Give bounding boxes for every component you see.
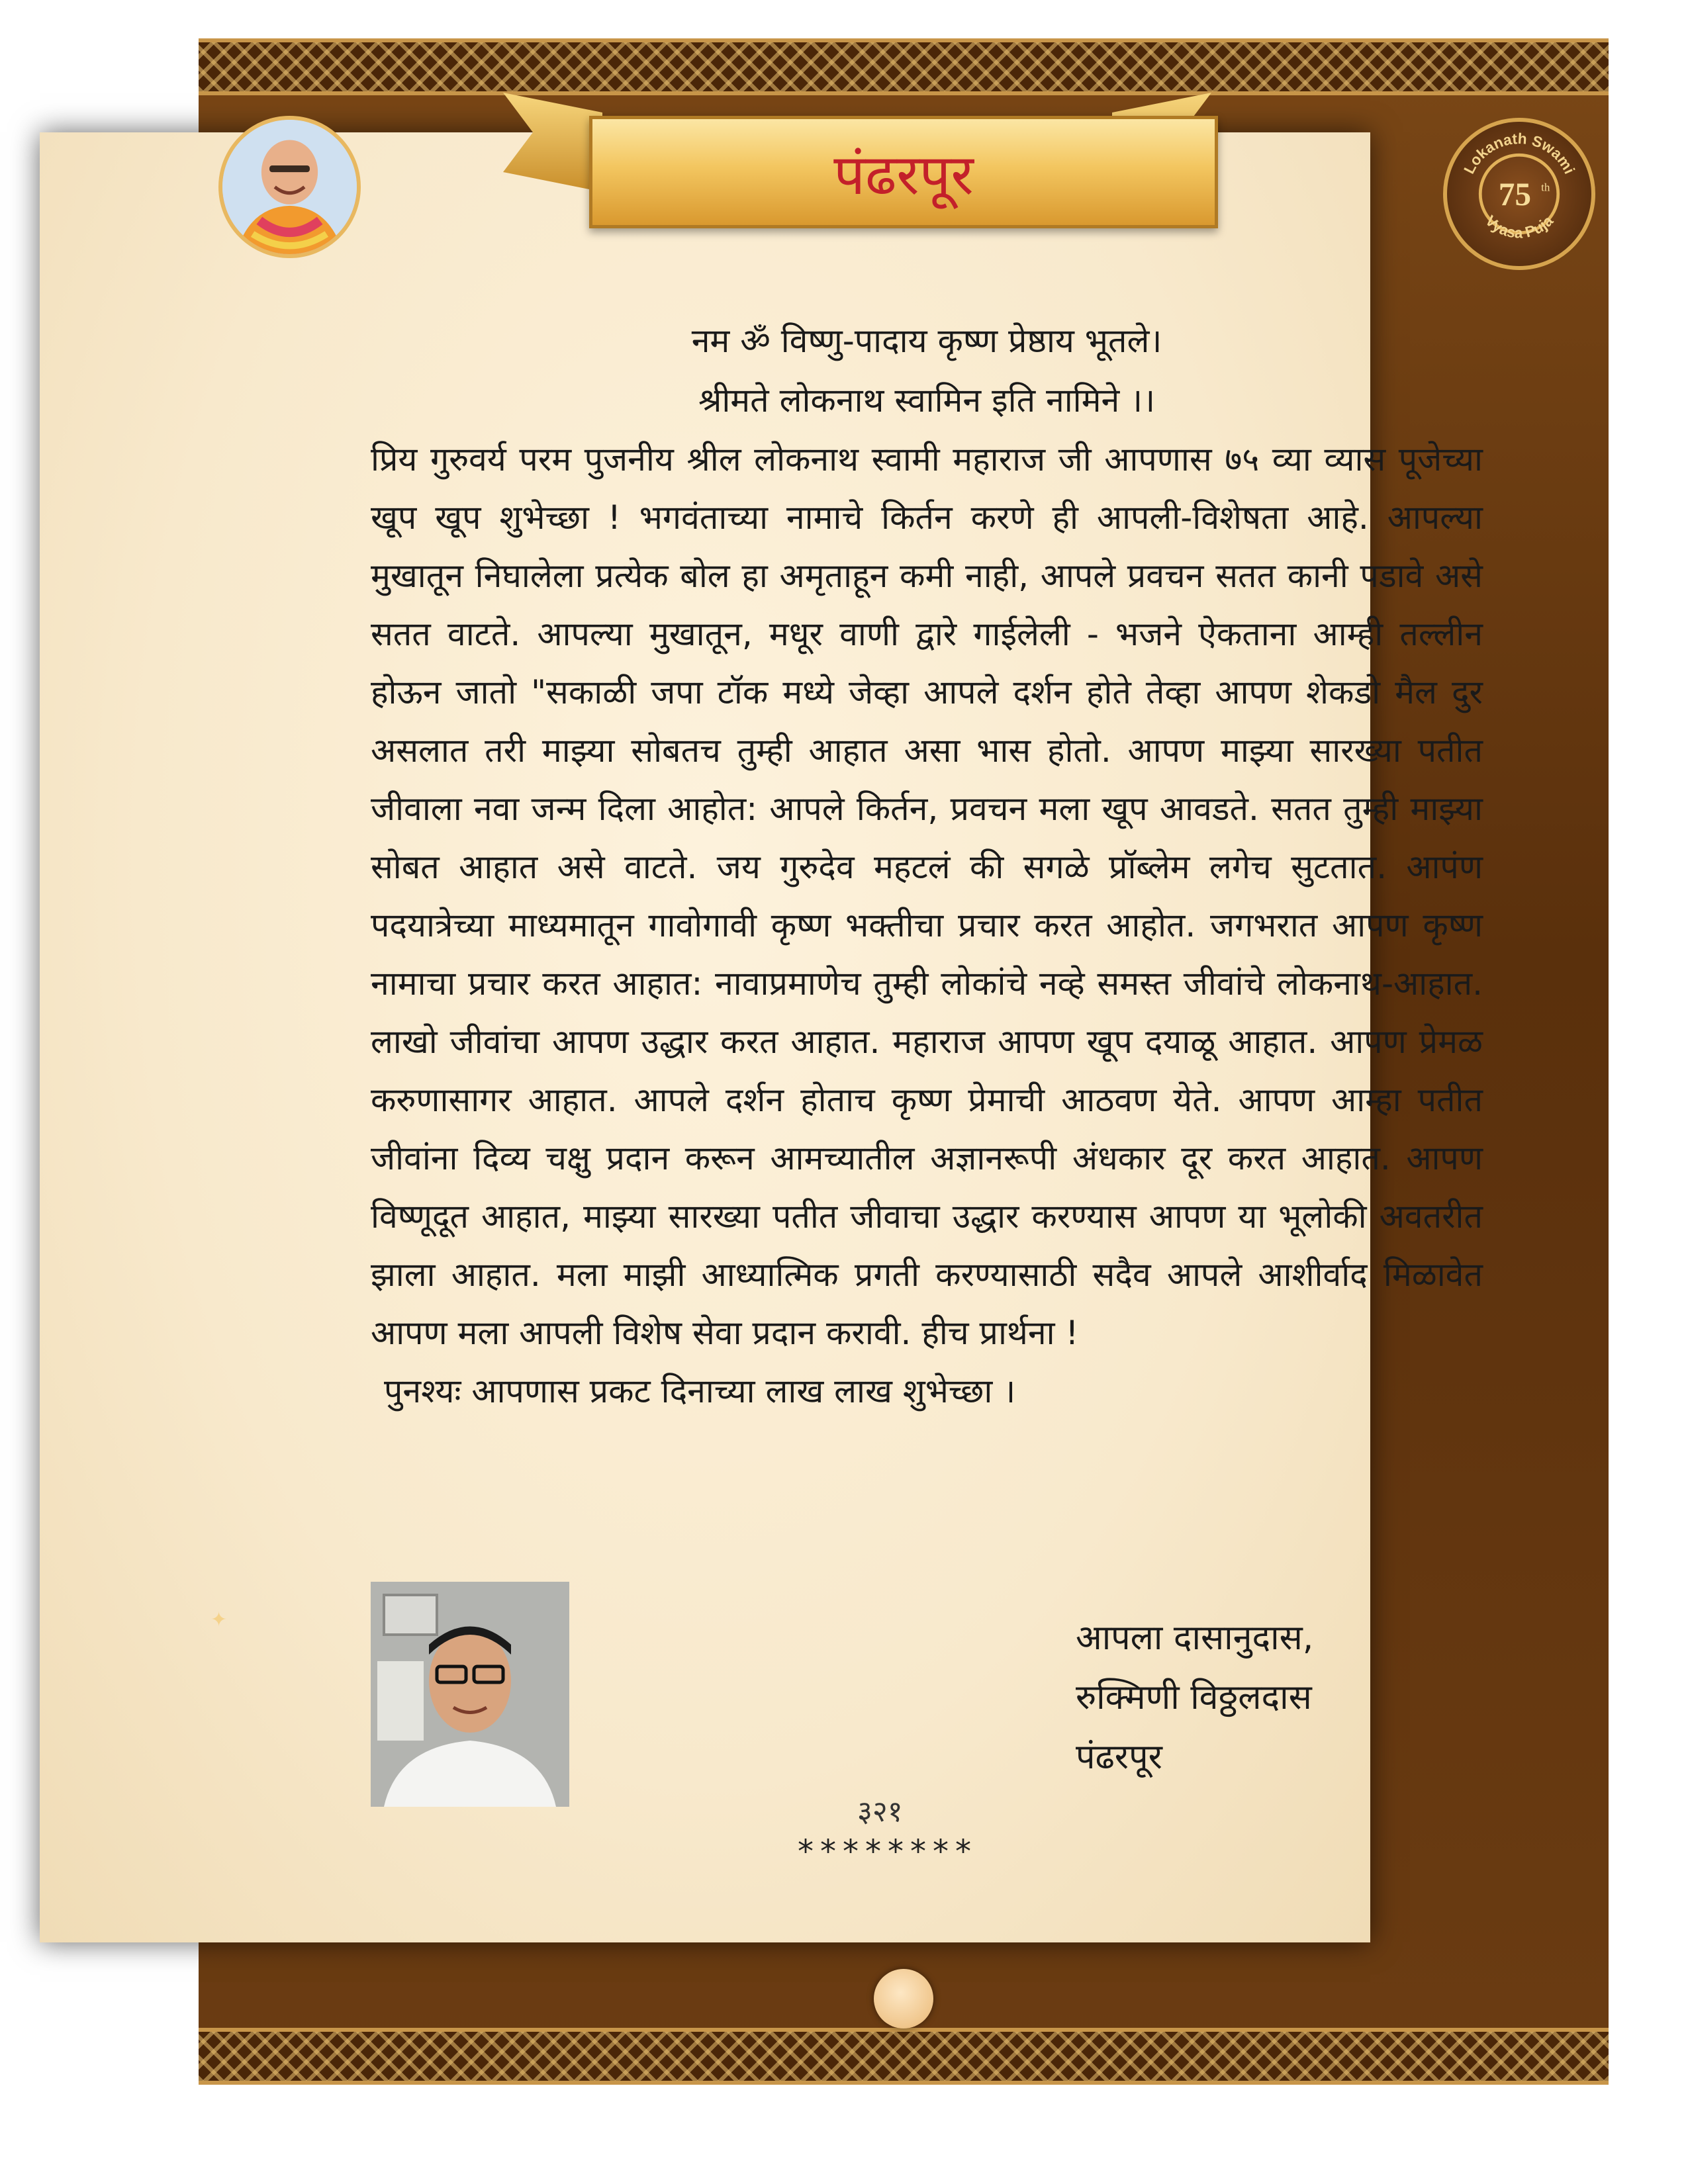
letter-paragraph: प्रिय गुरुवर्य परम पुजनीय श्रील लोकनाथ स्वामी महाराज जी आपणास ७५ व्या व्यास पूजेच्या खूप खूप शुभेच्छा ! भगवंताच्या नामाचे किर्तन करणे ही आपली-विशेषता आहे. आपल्या मुखातून निघालेला प्रत्येक बोल हा अमृताहून कमी नाही, आपले प्रवचन सतत कानी पडावे असे सतत वाटते. आपल्या मुखातून, मधूर वाणी द्वारे गाईलेली - भजने ऐकताना आम्ही तल्लीन होऊन जातो "सकाळी जपा टॉक मध्ये जेव्हा आपले दर्शन होते तेव्हा आपण शेकडो मैल दुर असलात तरी माझ्या सोबतच तुम्ही आहात असा भास होतो. आपण माझ्या सारख्या पतीत जीवाला नवा जन्म दिला आहोत: आपले किर्तन, प्रवचन मला खूप आवडते. सतत तुम्ही माझ्या सोबत आहात असे वाटते. जय गुरुदेव महटलं की सगळे प्रॉब्लेम लगेच सुटतात. आपंण पदयात्रेच्या माध्यमातून गावोगावी कृष्ण भक्तीचा प्रचार करत आहोत. जगभरात आपण कृष्ण नामाचा प्रचार करत आहात: नावाप्रमाणेच तुम्ही लोकांचे नव्हे समस्त जीवांचे लोकनाथ-आहात. लाखो जीवांचा आपण उद्धार करत आहात. महाराज आपण खूप दयाळू आहात. आपण प्रेमळ करुणासागर आहात. आपले दर्शन होताच कृष्ण प्रेमाची आठवण येते. आपण आम्हा पतीत जीवांना दिव्य चक्षु प्रदान करून आमच्यातील अज्ञानरूपी अंधकार दूर करत आहात. आपण विष्णूदूत आहात, माझ्या सारख्या पतीत जीवाचा उद्धार करण्यास आपण या भूलोकी अवतरीत झाला आहात. मला माझी आध्यात्मिक प्रगती करण्यासाठी सदैव आपले आशीर्वाद मिळावेत आपण मला आपली विशेष सेवा प्रदान करावी. हीच प्रार्थना ! xyxy=(371,440,1483,1352)
title-ribbon xyxy=(589,116,1218,228)
seal-logo xyxy=(1447,122,1591,266)
shloka-line-1: नम ॐ विष्णु-पादाय कृष्ण प्रेष्ठाय भूतले। xyxy=(691,322,1162,360)
signature-block xyxy=(1076,1608,1313,1787)
page-number: ३२१ xyxy=(857,1795,903,1829)
svg-text:Vyasa Puja xyxy=(1482,212,1557,242)
seal-number: 75 xyxy=(1498,176,1531,213)
shloka-line-2: श्रीमते लोकनाथ स्वामिन इति नामिने ।। xyxy=(698,381,1156,420)
sparkle-icon: ✦ xyxy=(211,1608,228,1631)
signature-closing: आपला दासानुदास, xyxy=(1076,1618,1314,1658)
seal-suffix: th xyxy=(1541,181,1550,194)
guru-portrait-image xyxy=(222,120,357,254)
signature-place: पंढरपूर xyxy=(1076,1737,1162,1777)
seal-text-bottom: Vyasa Puja xyxy=(1481,212,1557,242)
seal-text-top: Lokanath Swami xyxy=(1460,129,1579,177)
page-title: पंढरपूर xyxy=(833,142,974,207)
decorative-knob xyxy=(874,1969,933,2028)
guru-portrait xyxy=(218,116,361,258)
svg-text:Lokanath Swami xyxy=(1460,130,1579,177)
decorative-border-bottom xyxy=(199,2028,1609,2085)
separator-stars: ******** xyxy=(798,1833,978,1870)
author-photo xyxy=(371,1582,569,1807)
author-photo-image xyxy=(371,1582,569,1807)
decorative-border-top xyxy=(199,38,1609,95)
vyasa-puja-seal xyxy=(1443,118,1595,270)
letter-content xyxy=(371,311,1483,1420)
postscript: पुनश्यः आपणास प्रकट दिनाच्या लाख लाख शुभेच्छा । xyxy=(384,1372,1016,1410)
signature-name: रुक्मिणी विठ्ठलदास xyxy=(1076,1678,1312,1717)
